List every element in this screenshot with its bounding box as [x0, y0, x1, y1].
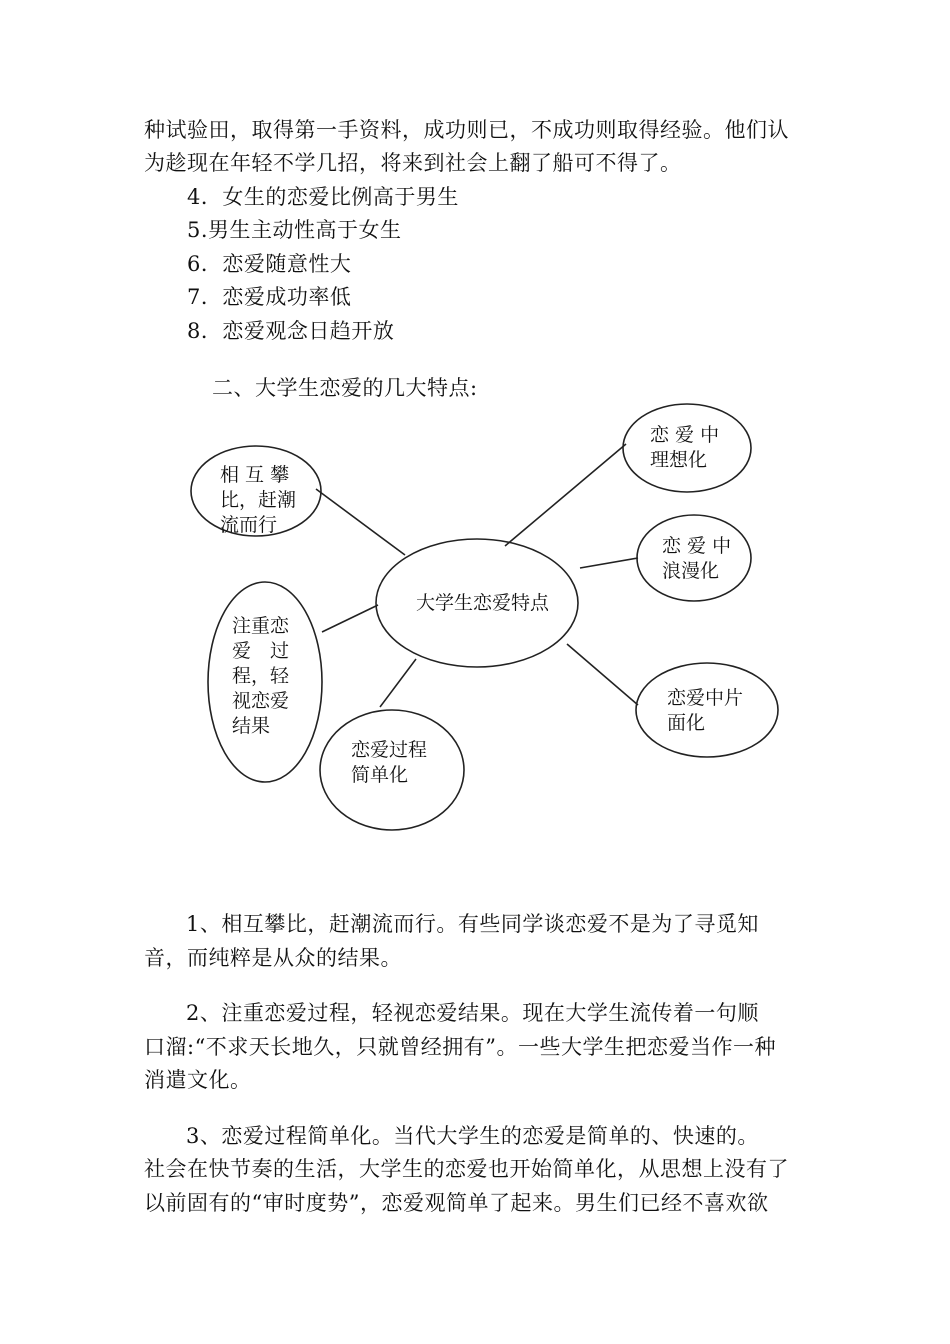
section-heading: 二、大学生恋爱的几大特点:	[212, 376, 478, 400]
bubble-label-idealized	[650, 423, 719, 473]
bubble-label-process	[232, 614, 289, 739]
paragraph-2-line: 2、注重恋爱过程，轻视恋爱结果。现在大学生流传着一句顺	[186, 1001, 759, 1025]
bubble-text-line: 理想化	[650, 449, 708, 471]
bubble-label-simplified	[351, 738, 427, 788]
bubble-text-line: 爱 过	[232, 640, 290, 662]
list-item: 8．恋爱观念日趋开放	[187, 319, 395, 343]
bubble-text-line: 恋 爱 中	[662, 535, 732, 557]
bubble-text-line: 结果	[232, 715, 271, 737]
bubble-text-line: 注重恋	[232, 615, 290, 637]
bubble-text-line: 视恋爱	[232, 690, 290, 712]
bubble-text-line: 简单化	[351, 764, 409, 786]
connector-line	[316, 489, 405, 555]
bubble-text-line: 恋爱中片	[667, 687, 744, 709]
intro-line-2: 为趁现在年轻不学几招，将来到社会上翻了船可不得了。	[144, 151, 682, 175]
bubble-text-line: 流而行	[220, 514, 278, 536]
list-item: 7．恋爱成功率低	[187, 285, 352, 309]
paragraph-1-line: 1、相互攀比，赶潮流而行。有些同学谈恋爱不是为了寻觅知	[186, 912, 759, 936]
intro-line-1: 种试验田，取得第一手资料，成功则已，不成功则取得经验。他们认	[144, 118, 789, 142]
connector-line	[322, 605, 378, 632]
bubble-label-comparison	[220, 463, 296, 538]
paragraph-3-line: 以前固有的“审时度势”，恋爱观简单了起来。男生们已经不喜欢欲	[144, 1191, 769, 1215]
connector-line	[380, 659, 416, 707]
bubble-text-line: 恋爱过程	[351, 739, 428, 761]
list-item: 4．女生的恋爱比例高于男生	[187, 185, 459, 209]
bubble-label-romanticized	[662, 534, 731, 584]
center-label: 大学生恋爱特点	[416, 592, 550, 614]
paragraph-2-line: 口溜:“不求天长地久，只就曾经拥有”。一些大学生把恋爱当作一种	[144, 1035, 777, 1059]
bubble-label-one-sided	[667, 686, 743, 736]
bubble-text-line: 面化	[667, 712, 706, 734]
paragraph-3-line: 3、恋爱过程简单化。当代大学生的恋爱是简单的、快速的。	[186, 1124, 759, 1148]
bubble-text-line: 相 互 攀	[220, 464, 290, 486]
bubble-text-line: 比，赶潮	[220, 489, 297, 511]
paragraph-3-line: 社会在快节奏的生活，大学生的恋爱也开始简单化，从思想上没有了	[144, 1157, 789, 1181]
connector-line	[567, 644, 638, 705]
connector-line	[505, 444, 626, 546]
list-item: 6．恋爱随意性大	[187, 252, 352, 276]
connector-line	[580, 558, 638, 568]
paragraph-2-line: 消遣文化。	[144, 1068, 252, 1092]
bubble-text-line: 恋 爱 中	[650, 424, 720, 446]
paragraph-1-line: 音，而纯粹是从众的结果。	[144, 946, 402, 970]
bubble-text-line: 程，轻	[232, 665, 290, 687]
list-item: 5.男生主动性高于女生	[187, 218, 402, 242]
bubble-text-line: 浪漫化	[662, 560, 720, 582]
